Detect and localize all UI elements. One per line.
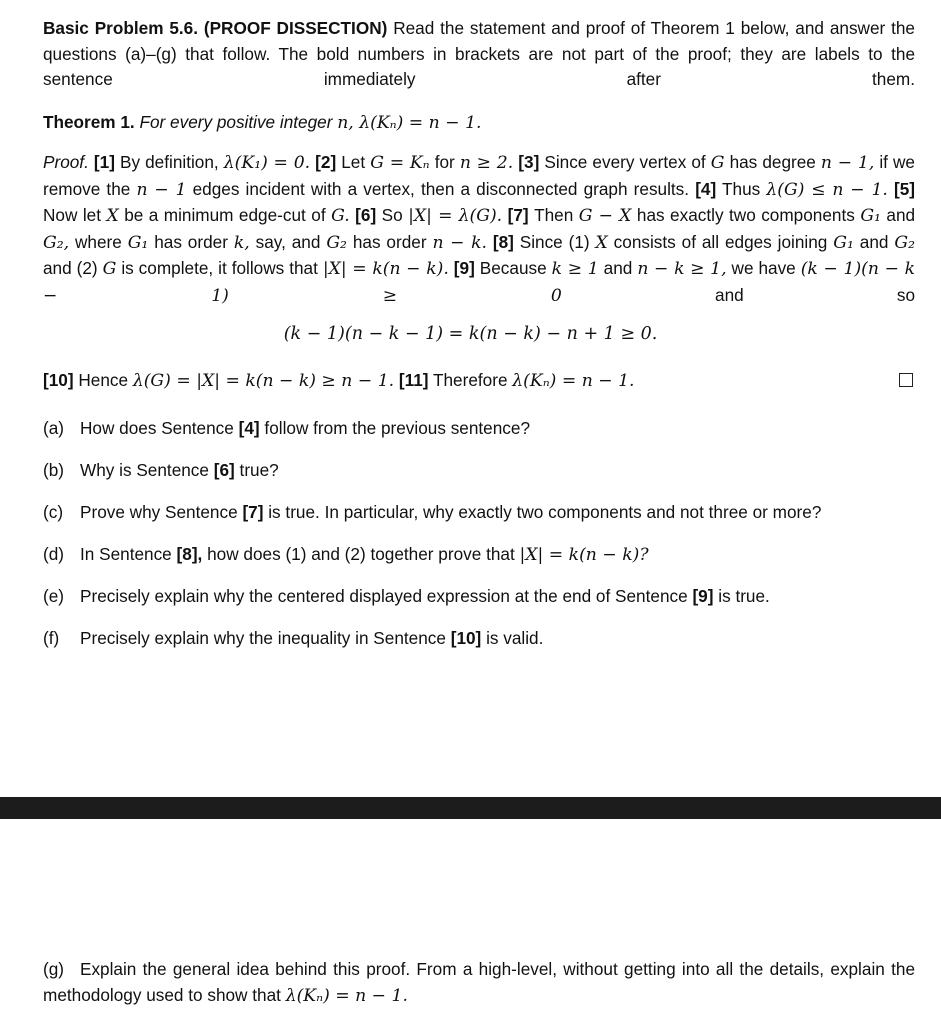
question-ref: [6] [213,460,235,480]
question-text: In Sentence [80,544,172,564]
question-ref: [7] [242,502,264,522]
sentence-label-2: [2] [315,152,337,172]
question-text-post: is valid. [486,628,544,648]
sentence-label-7: [7] [507,205,529,225]
sentence-7-text7: has order [352,231,427,252]
problem-header [43,16,915,118]
question-text-post: is true. [718,586,770,606]
sentence-label-4: [4] [695,178,717,199]
question-text: Explain the general idea behind this proof. From a high-level, without getting into all the details, explain the methodology used to show that [43,959,915,1005]
sentence-label-1: [1] [93,152,115,172]
question-label: (c) [43,502,64,522]
sentence-7-math6: G₂ [326,232,347,253]
sentence-7-math7: n − k. [432,232,487,253]
question-e [43,584,770,610]
sentence-label-8: [8] [492,231,514,252]
sentence-8-math5: |X| = k(n − k). [322,259,449,279]
sentence-label-10: [10] [43,370,74,390]
sentence-3-text2: has degree [729,152,816,172]
question-text: Why is Sentence [80,460,209,480]
sentence-9-math2: n − k ≥ 1, [637,259,727,279]
page-separator-bar [0,797,941,819]
sentence-3-text4: edges incident with a vertex, then a disconnected graph results. [192,178,690,199]
sentence-7-text2: has exactly two components [636,205,855,225]
sentence-7-math4: G₁ [127,232,149,253]
sentence-3-math3: n − 1 [136,179,187,200]
question-text: Precisely explain why the inequality in Sentence [80,628,446,648]
question-label: (e) [43,586,65,606]
question-text: How does Sentence [80,418,234,438]
qed-box-icon [899,373,913,387]
sentence-label-3: [3] [518,152,540,172]
question-c [43,500,821,526]
question-ref: [8], [176,544,203,564]
sentence-7-math5: k, [233,232,250,253]
sentence-9-text3: we have [731,258,796,278]
sentence-3-math2: n − 1, [820,153,875,173]
sentence-7-math: G − X [578,206,632,226]
theorem-math: n, λ(Kₙ) = n − 1. [337,113,482,133]
sentence-8-text2: consists of all edges joining [613,231,828,252]
sentence-4-text: Thus [722,178,761,199]
question-g [43,957,915,1009]
sentence-7-math2: G₁ [860,206,881,226]
sentence-9-text2: and [603,258,633,278]
theorem-label: Theorem 1. [43,112,135,132]
question-b [43,458,279,484]
question-label: (g) [43,959,65,979]
sentence-10-text: Hence [78,370,129,390]
theorem-text: For every positive integer [139,112,333,132]
question-text-post: follow from the previous sentence? [264,418,531,438]
sentence-8-text: Since (1) [519,231,590,252]
sentence-3-text: Since every vertex of [544,152,706,172]
sentence-label-6: [6] [355,205,377,225]
sentence-5-text2: be a minimum edge-cut of [124,205,326,225]
question-text-post: true? [239,460,279,480]
sentence-9-math: k ≥ 1 [551,259,599,279]
sentence-7-text5: has order [154,231,228,252]
sentence-5-math2: G. [331,206,350,226]
question-ref: [9] [692,586,714,606]
sentence-2-text2: for [434,152,455,172]
sentence-1-text: By definition, [120,152,219,172]
question-f [43,626,543,652]
question-text: Prove why Sentence [80,502,238,522]
sentence-6-text: So [381,205,403,225]
sentence-9-math3: (k − 1)(n − k − 1) ≥ 0 [43,259,916,306]
sentence-10-math: λ(G) = |X| = k(n − k) ≥ n − 1. [132,371,395,391]
sentence-8-math2: G₁ [833,232,854,253]
proof-conclusion [43,368,635,395]
sentence-8-math: X [595,232,608,253]
sentence-8-text3: and [859,231,889,252]
sentence-9-text: Because [479,258,547,278]
question-math: λ(Kₙ) = n − 1. [285,985,408,1006]
proof-label: Proof. [43,152,89,172]
sentence-8-math3: G₂ [894,232,915,253]
sentence-2-math: G = Kₙ [370,153,430,173]
sentence-7-text: Then [534,205,574,225]
sentence-8-text4: and (2) [43,258,98,278]
sentence-7-math3: G₂, [43,232,70,253]
problem-intro: Read the statement and proof of Theorem 1 below, and answer the questions (a)–(g) that follow. The bold numbers in brackets are not part of the proof; they are labels to the sentence immediately after them. [43,18,915,89]
sentence-11-math: λ(Kₙ) = n − 1. [512,371,635,391]
display-equation [0,322,941,347]
sentence-label-11: [11] [398,370,429,390]
problem-title: Basic Problem 5.6. (PROOF DISSECTION) [43,18,388,38]
question-label: (d) [43,544,65,564]
sentence-7-text4: where [74,231,122,252]
sentence-3-math: G [710,153,725,173]
question-label: (b) [43,460,65,480]
question-d [43,542,649,569]
theorem-statement [43,110,481,137]
sentence-label-5: [5] [894,178,916,199]
sentence-11-text: Therefore [432,370,508,390]
sentence-2-text: Let [341,152,366,172]
sentence-7-text3: and [886,205,916,225]
sentence-5-text: Now let [43,205,101,225]
question-math: |X| = k(n − k)? [519,545,649,565]
sentence-8-text5: is complete, it follows that [121,258,318,278]
sentence-2-math2: n ≥ 2. [459,153,514,173]
question-label: (a) [43,418,65,438]
question-ref: [10] [450,628,482,648]
sentence-3-text3: if we remove the [43,152,915,199]
question-text-post: how does (1) and (2) together prove that [207,544,515,564]
display-equation-text: (k − 1)(n − k − 1) = k(n − k) − n + 1 ≥ 0. [283,324,658,344]
sentence-5-math: X [106,206,119,226]
sentence-label-9: [9] [453,258,475,278]
proof-body [43,150,915,335]
sentence-6-math: |X| = λ(G). [408,206,503,226]
sentence-7-text6: say, and [255,231,321,252]
sentence-1-math: λ(K₁) = 0. [223,153,311,173]
sentence-4-math: λ(G) ≤ n − 1. [766,179,888,200]
sentence-9-text4: and so [715,284,916,305]
question-label: (f) [43,628,60,648]
question-ref: [4] [238,418,260,438]
sentence-8-math4: G [102,259,117,279]
question-text: Precisely explain why the centered displayed expression at the end of Sentence [80,586,688,606]
question-text-post: is true. In particular, why exactly two components and not three or more? [268,502,822,522]
question-a [43,416,530,442]
